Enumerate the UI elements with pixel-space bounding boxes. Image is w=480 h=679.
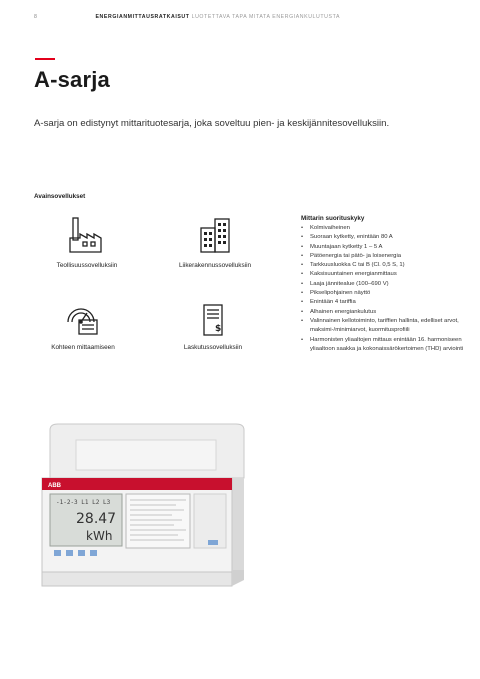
application-label: Kohteen mittaamiseen: [51, 344, 115, 351]
lead-paragraph: A-sarja on edistynyt mittarituotesarja, joka soveltuu pien- ja keskijännitesovelluksiin.: [34, 118, 390, 129]
list-item: • Alhainen energiankulutus: [301, 308, 476, 317]
billing-document-icon: [193, 304, 233, 336]
page-title: A-sarja: [34, 67, 110, 92]
meter-brand: ABB: [48, 483, 61, 489]
list-item: • Pikselipohjainen näyttö: [301, 289, 476, 298]
list-item: • Tarkkuusluokka C tai B (Cl. 0,5 S, 1): [301, 261, 476, 270]
list-item: • Muuntajaan kytketty 1 – 5 A: [301, 243, 476, 252]
header-section: ENERGIANMITTAUSRATKAISUT: [95, 14, 190, 20]
performance-heading: Mittarin suorituskyky: [301, 215, 365, 222]
application-label: Liikerakennussovelluksiin: [178, 262, 252, 269]
applications-heading: Avainsovellukset: [34, 193, 86, 200]
performance-list: [301, 215, 476, 354]
application-label: Laskutussovelluksiin: [183, 344, 243, 351]
page-header: [34, 14, 340, 20]
application-commercial: [160, 216, 270, 269]
list-item: • Harmonisten yliaaltojen mittaus enintään 16. harmoniseen yliaaltoon saakka ja kokonaissärökertoimen (THD) arviointi: [301, 336, 476, 355]
meter-display-value: 28.47: [76, 511, 117, 527]
list-item: • Suoraan kytketty, enintään 80 A: [301, 233, 476, 242]
application-site-metering: [28, 304, 138, 351]
energy-meter-image: [36, 420, 246, 595]
list-item: • Enintään 4 tariffia: [301, 298, 476, 307]
list-item: • Laaja jännitealue (100–690 V): [301, 280, 476, 289]
factory-icon: [67, 216, 107, 254]
list-item: • Pätöenergia tai pätö- ja loisenergia: [301, 252, 476, 261]
list-item: • Kolmivaiheinen: [301, 224, 476, 233]
title-accent-bar: [35, 58, 55, 60]
header-subtitle: LUOTETTAVA TAPA MITATA ENERGIANKULUTUSTA: [191, 14, 341, 20]
svg-text:$: $: [215, 324, 222, 334]
meter-display-unit: kWh: [86, 529, 113, 543]
application-billing: [158, 304, 268, 351]
application-industrial: [32, 216, 142, 269]
list-item: • Kaksisuuntainen energianmittaus: [301, 270, 476, 279]
page-number: 8: [34, 14, 38, 20]
application-label: Teollisuussovelluksiin: [56, 262, 118, 269]
list-item: • Valinnainen kellotoiminto, tariffien hallinta, edelliset arvot, maksimi-/minimiarvot, kuormitusprofiili: [301, 317, 476, 336]
office-building-icon: [195, 216, 235, 254]
meter-display-top: -1-2-3 L1 L2 L3: [56, 499, 111, 506]
site-metering-icon: [63, 304, 103, 336]
